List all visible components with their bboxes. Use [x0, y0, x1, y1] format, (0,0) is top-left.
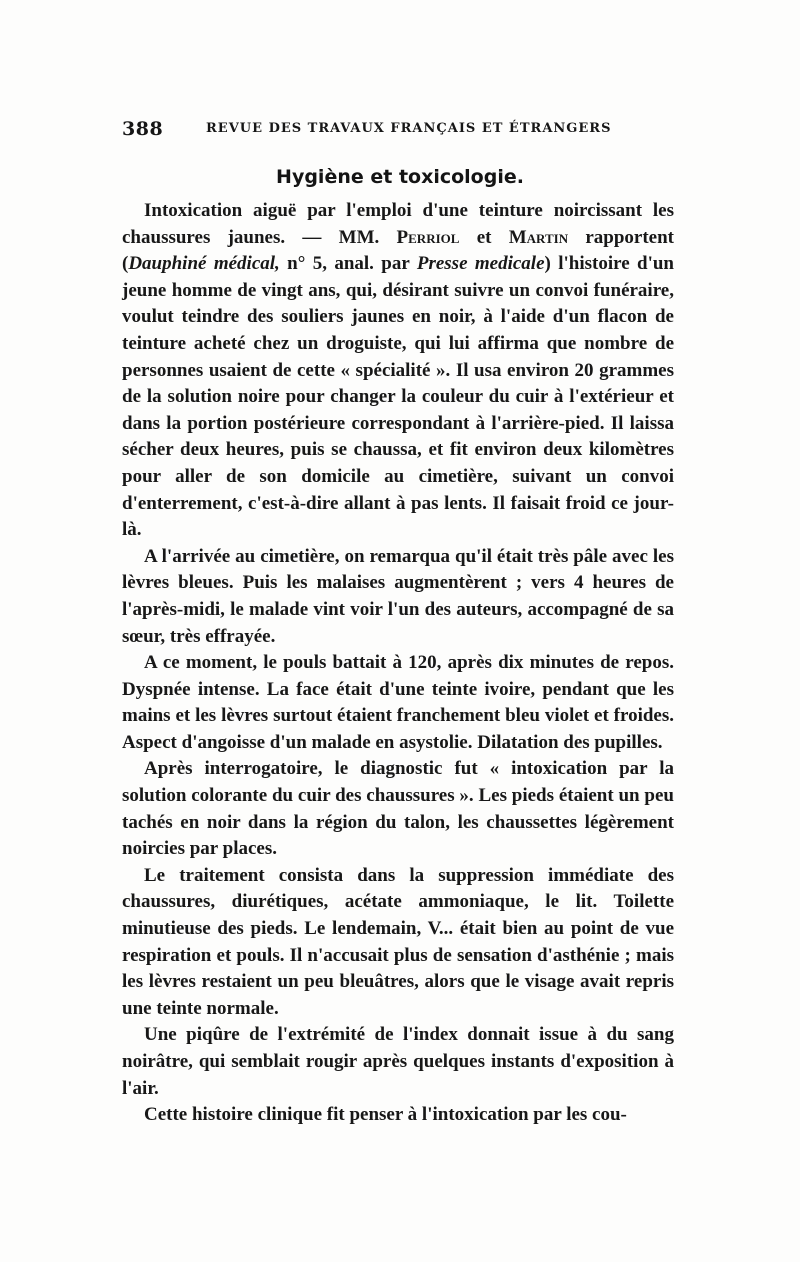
page-number: 388 [122, 118, 164, 140]
paragraph: Le traitement consista dans la suppression immédiate des chaussures, diurétiques, acétate ammoniaque, le lit. Toilette minutieuse des pieds. Le lendemain, V... était bien au point de vue respiration et pouls. Il n'accusait plus de sensation d'asthénie ; mais les lèvres restaient un peu bleuâtres, alors que le visage avait repris une teinte normale. [122, 864, 674, 1019]
author-name: Perriol [396, 226, 460, 248]
author-name: Martin [508, 226, 569, 248]
lead-intro: — MM. [285, 226, 397, 248]
lead-and: et [459, 226, 509, 248]
article-title: Intoxication aiguë par l'emploi d'une teinture noircissant les chaussures jaunes. [122, 200, 674, 248]
lead-reports: rapportent ( [122, 226, 675, 275]
paragraph: Une piqûre de l'extrémité de l'index donnait issue à du sang noirâtre, qui semblait rougir après quelques instants d'exposition à l'air. [122, 1024, 674, 1099]
lead-paragraph [122, 198, 674, 544]
source-citation: Dauphiné médical, [128, 253, 280, 275]
article-body [122, 198, 674, 1129]
paragraph: A l'arrivée au cimetière, on remarqua qu'il était très pâle avec les lèvres bleues. Puis les malaises augmentèrent ; vers 4 heures de l'après-midi, le malade vint voir l'un des auteurs, accompagné de sa sœur, très effrayée. [122, 545, 674, 647]
journal-title: REVUE DES TRAVAUX FRANÇAIS ET ÉTRANGERS [206, 121, 612, 136]
lead-issue: n° 5, anal. par [279, 253, 417, 275]
paragraph: Cette histoire clinique fit penser à l'intoxication par les cou- [144, 1104, 627, 1126]
running-head [122, 118, 678, 142]
paragraph: Après interrogatoire, le diagnostic fut « intoxication par la solution colorante du cuir des chaussures ». Les pieds étaient un peu tachés en noir dans la région du talon, les chaussettes légèrement noircies par places. [122, 758, 674, 860]
lead-rest: ) l'histoire d'un jeune homme de vingt ans, qui, désirant suivre un convoi funéraire, voulut teindre des souliers jaunes en noir, à l'aide d'un flacon de teinture acheté chez un droguiste, qui lui affirma que nombre de personnes usaient de cette « spécialité ». Il usa environ 20 grammes de la solution noire pour changer la couleur du cuir à l'extérieur et dans la portion postérieure correspondant à l'arrière-pied. Il laissa sécher deux heures, puis se chaussa, et fit environ deux kilomètres pour aller de son domicile au cimetière, suivant un convoi d'enterrement, c'est-à-dire allant à pas lents. Il faisait froid ce jour-là. [122, 253, 674, 541]
section-title: Hygiène et toxicologie. [276, 166, 524, 188]
paragraph: A ce moment, le pouls battait à 120, après dix minutes de repos. Dyspnée intense. La face était d'une teinte ivoire, pendant que les mains et les lèvres surtout étaient franchement bleu violet et froides. Aspect d'angoisse d'un malade en asystolie. Dilatation des pupilles. [122, 652, 674, 753]
source-citation: Presse medicale [416, 253, 545, 275]
